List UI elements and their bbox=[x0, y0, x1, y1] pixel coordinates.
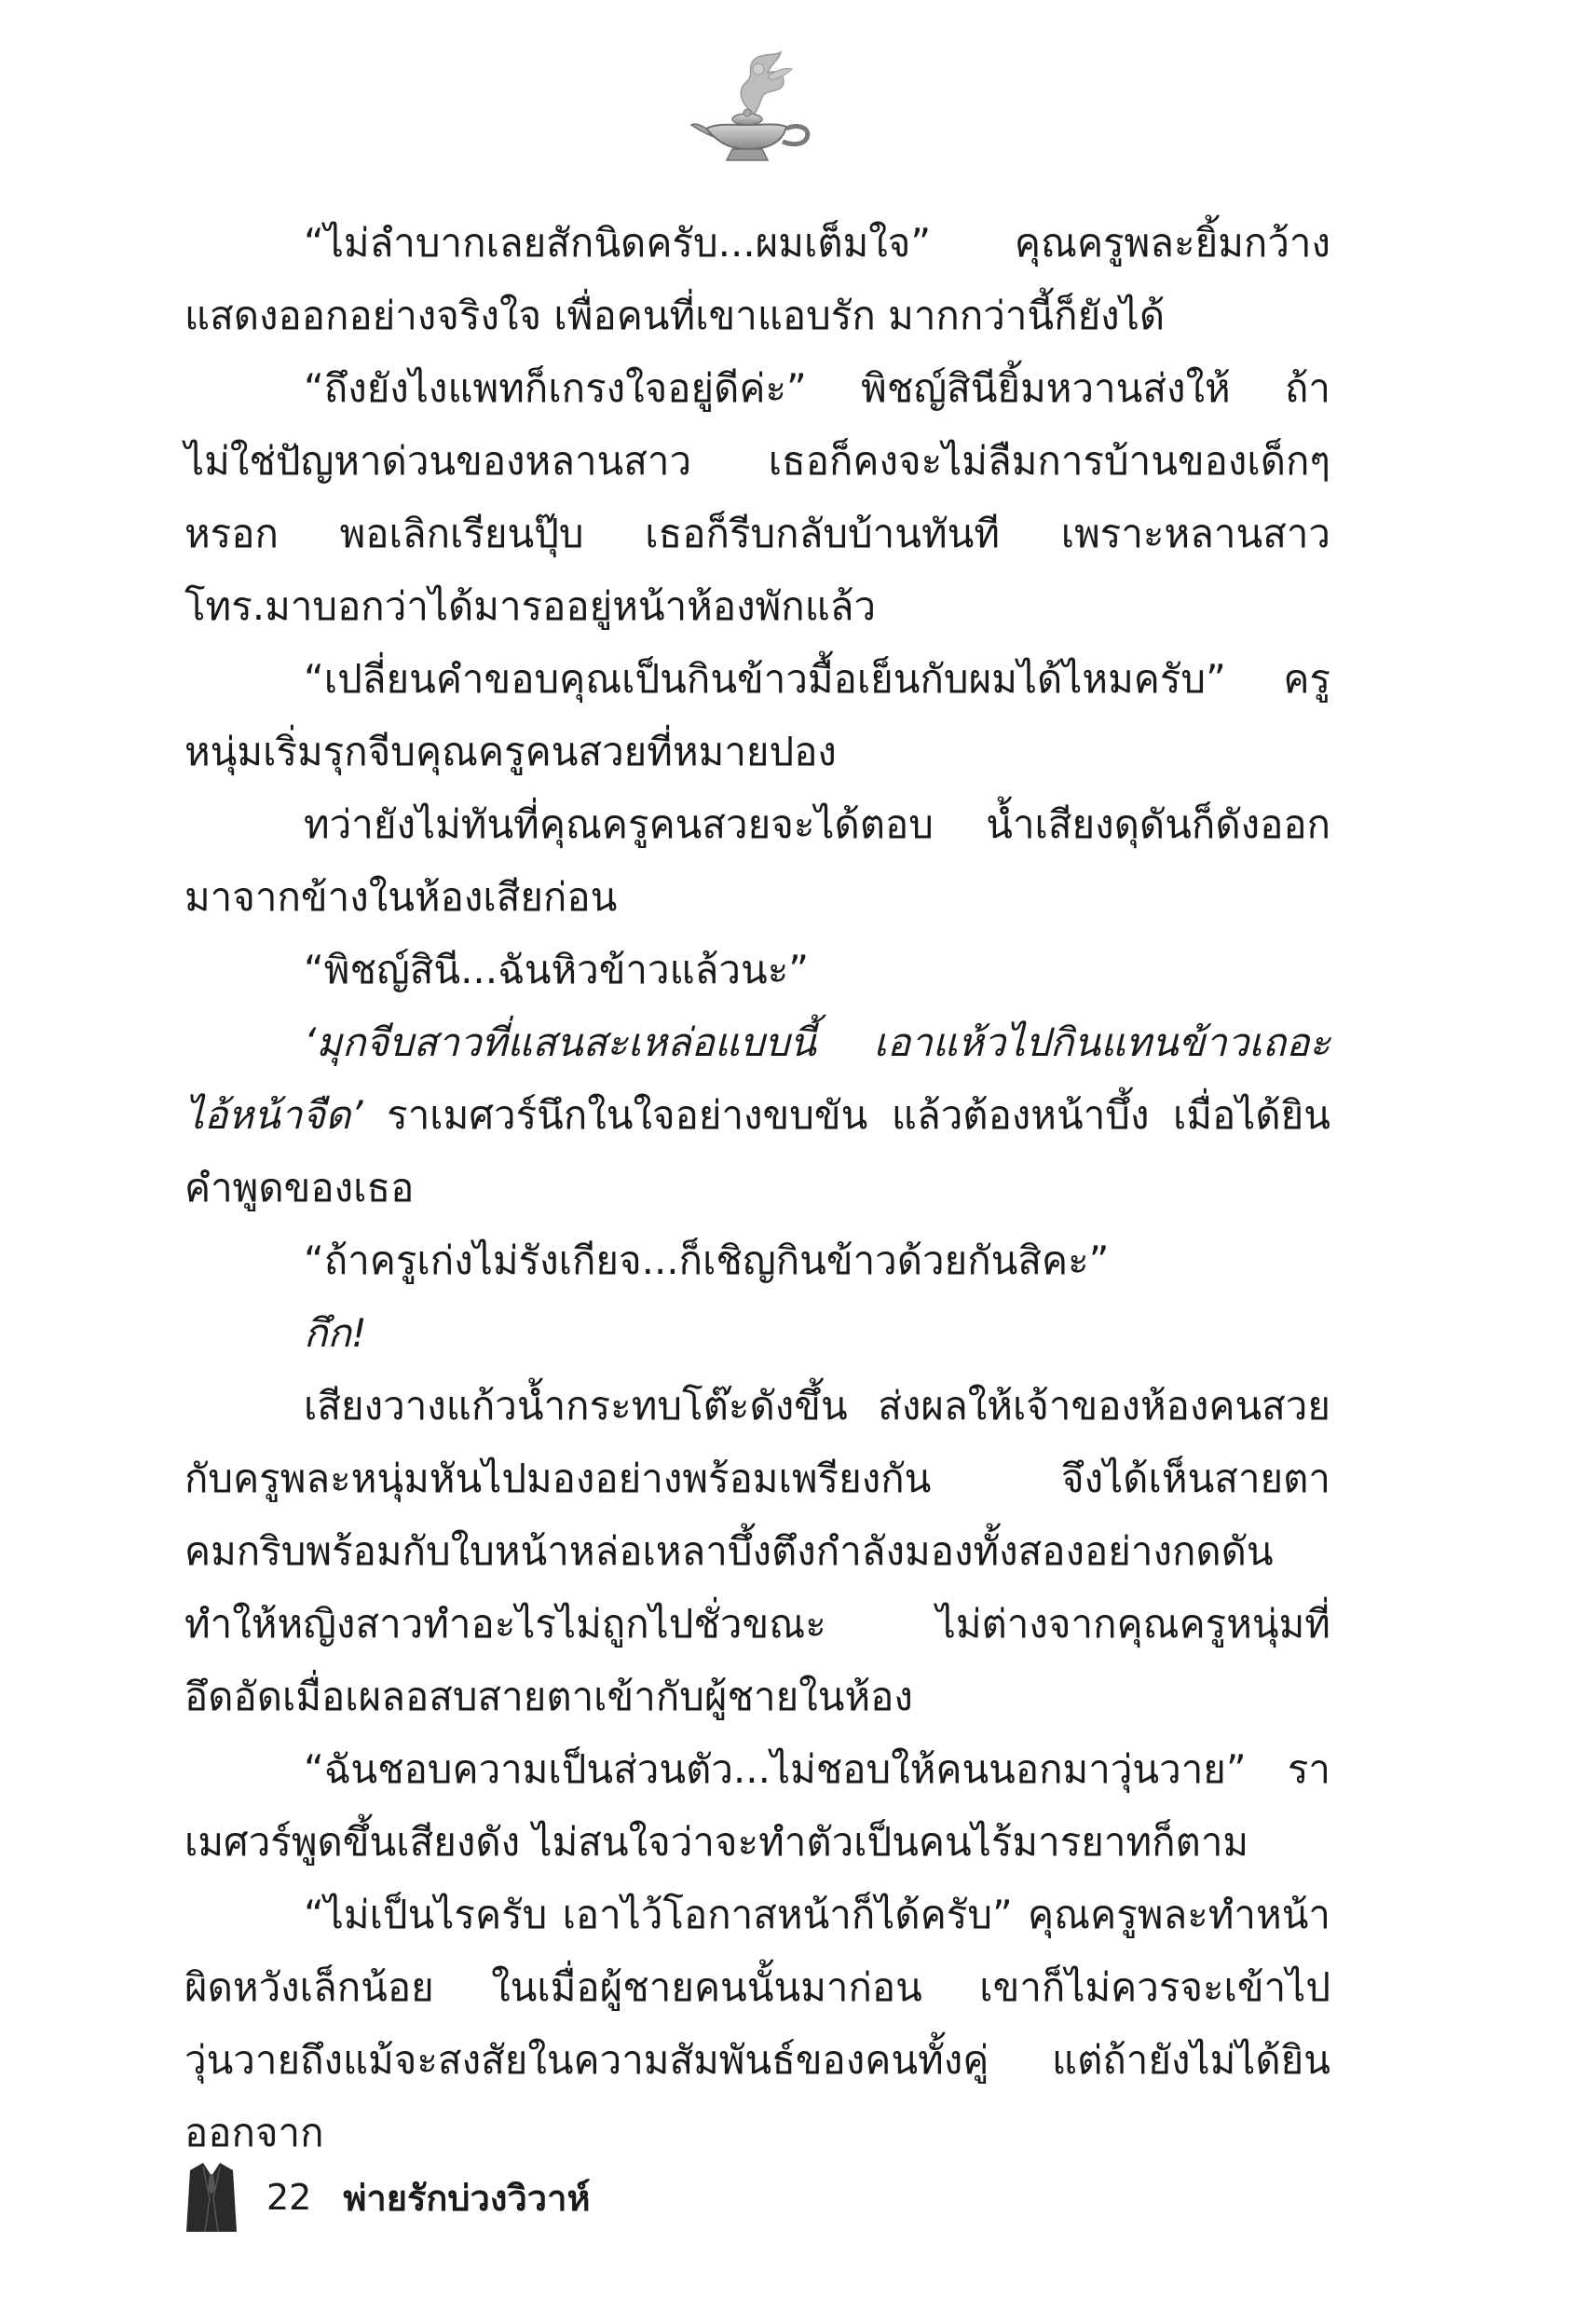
inner-thought: ‘มุกจีบสาวที่แสนสะเหล่อแบบนี้ เอาแห้วไปกินแทนข้าวเถอะ ไอ้หน้าจืด’ bbox=[184, 1019, 1330, 1138]
page-footer bbox=[184, 2160, 591, 2235]
magic-lamp-icon bbox=[689, 48, 820, 170]
sound-effect: กึก! bbox=[304, 1310, 367, 1356]
paragraph: “ไม่เป็นไรครับ เอาไว้โอกาสหน้าก็ได้ครับ” คุณครูพละทำหน้าผิดหวังเล็กน้อย ในเมื่อผู้ชายคนนั้นมาก่อน เขาก็ไม่ควรจะเข้าไปวุ่นวายถึงแม้จะสงสัยในความสัมพันธ์ของคนทั้งคู่ แต่ถ้ายังไม่ได้ยินออกจาก bbox=[184, 1892, 1330, 2155]
suit-icon bbox=[184, 2161, 239, 2234]
paragraph: “ถึงยังไงแพทก็เกรงใจอยู่ดีค่ะ” พิชญ์สินียิ้มหวานส่งให้ ถ้าไม่ใช่ปัญหาด่วนของหลานสาว เธอก็คงจะไม่ลืมการบ้านของเด็กๆ หรอก พอเลิกเรียนปุ๊บ เธอก็รีบกลับบ้านทันที เพราะหลานสาวโทร.มาบอกว่าได้มารออยู่หน้าห้องพักแล้ว bbox=[184, 365, 1330, 629]
paragraph: “เปลี่ยนคำขอบคุณเป็นกินข้าวมื้อเย็นกับผมได้ไหมครับ” ครูหนุ่มเริ่มรุกจีบคุณครูคนสวยที่หมายปอง bbox=[184, 656, 1330, 774]
chapter-body bbox=[184, 207, 1330, 2169]
paragraph bbox=[184, 1297, 1330, 1370]
paragraph: “ถ้าครูเก่งไม่รังเกียจ...ก็เชิญกินข้าวด้วยกันสิคะ” bbox=[304, 1238, 1110, 1283]
paragraph: ทว่ายังไม่ทันที่คุณครูคนสวยจะได้ตอบ น้ำเสียงดุดันก็ดังออกมาจากข้างในห้องเสียก่อน bbox=[184, 801, 1330, 920]
paragraph: “ฉันชอบความเป็นส่วนตัว...ไม่ชอบให้คนนอกมาวุ่นวาย” ราเมศวร์พูดขึ้นเสียงดัง ไม่สนใจว่าจะทำตัวเป็นคนไร้มารยาทก็ตาม bbox=[184, 1746, 1330, 1865]
page-number: 22 bbox=[266, 2177, 312, 2218]
paragraph: “ไม่ลำบากเลยสักนิดครับ...ผมเต็มใจ” คุณครูพละยิ้มกว้างแสดงออกอย่างจริงใจ เพื่อคนที่เขาแอบรัก มากกว่านี้ก็ยังได้ bbox=[184, 220, 1330, 338]
paragraph: “พิชญ์สินี...ฉันหิวข้าวแล้วนะ” bbox=[304, 947, 810, 992]
paragraph: ‘มุกจีบสาวที่แสนสะเหล่อแบบนี้ เอาแห้วไปกินแทนข้าวเถอะ ไอ้หน้าจืด’ ราเมศวร์นึกในใจอย่างขบขัน แล้วต้องหน้าบึ้ง เมื่อได้ยินคำพูดของเธอ bbox=[184, 1019, 1330, 1210]
paragraph: เสียงวางแก้วน้ำกระทบโต๊ะดังขึ้น ส่งผลให้เจ้าของห้องคนสวยกับครูพละหนุ่มหันไปมองอย่างพร้อมเพรียงกัน จึงได้เห็นสายตาคมกริบพร้อมกับใบหน้าหล่อเหลาบึ้งตึงกำลังมองทั้งสองอย่างกดดันทำให้หญิงสาวทำอะไรไม่ถูกไปชั่วขณะ ไม่ต่างจากคุณครูหนุ่มที่อึดอัดเมื่อเผลอสบสายตาเข้ากับผู้ชายในห้อง bbox=[184, 1383, 1330, 1719]
book-title: พ่ายรักบ่วงวิวาห์ bbox=[343, 2177, 591, 2219]
